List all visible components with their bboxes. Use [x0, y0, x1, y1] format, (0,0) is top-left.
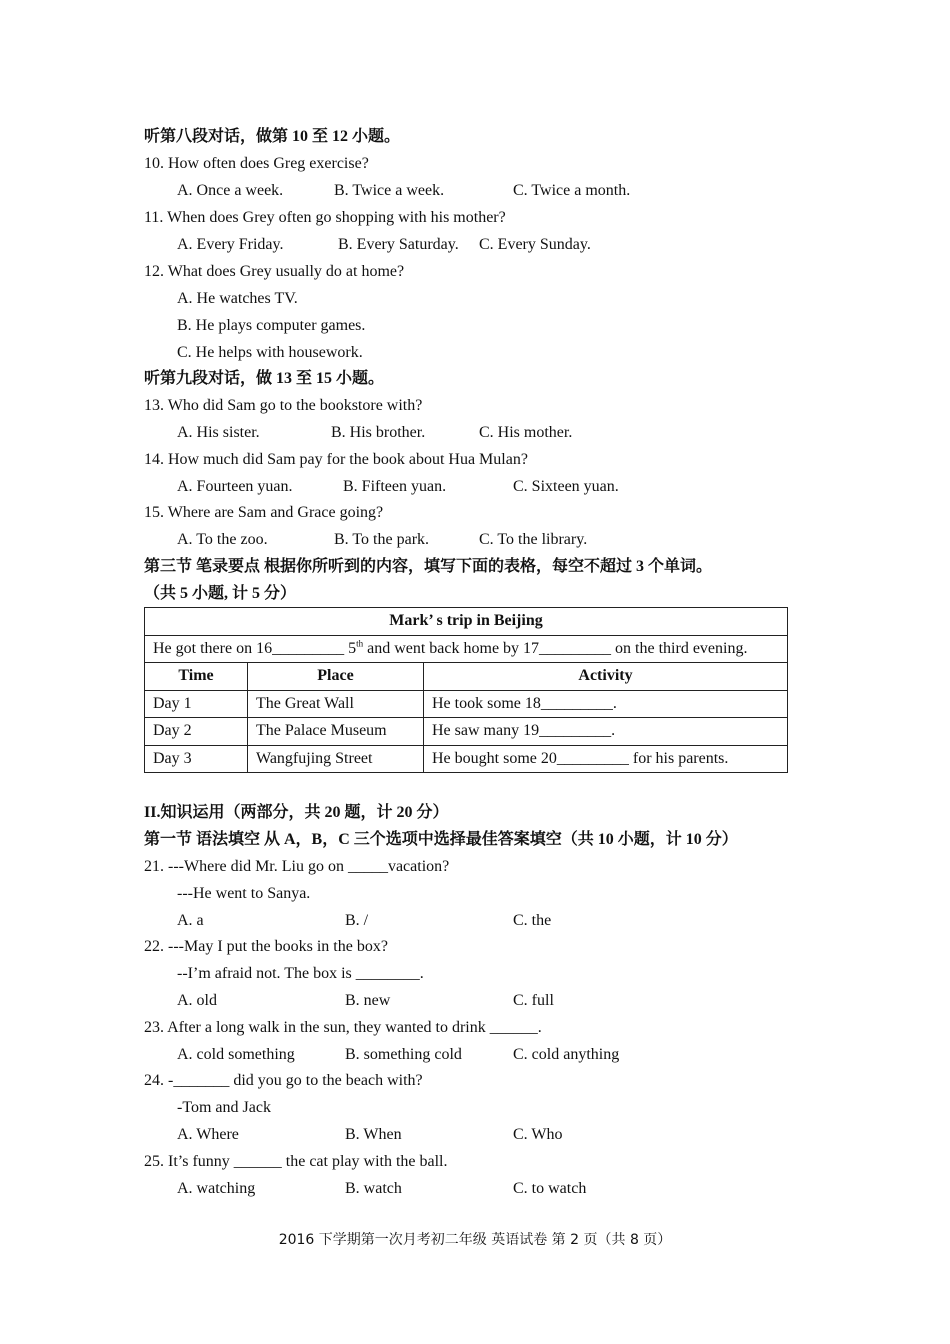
- q24-response: -Tom and Jack: [177, 1099, 271, 1116]
- table-intro: [145, 635, 788, 663]
- section-header-8: 听第八段对话，做第 10 至 12 小题。: [144, 128, 401, 145]
- q25-option-a: A. watching: [177, 1180, 256, 1197]
- cell-time: Day 1: [145, 690, 248, 718]
- cell-time: Day 3: [145, 745, 248, 773]
- q22-option-a: A. old: [177, 992, 217, 1009]
- cell-place: The Great Wall: [248, 690, 424, 718]
- header-place: Place: [248, 663, 424, 691]
- question-21-stem: 21. ---Where did Mr. Liu go on _____vacation?: [144, 858, 450, 875]
- question-10-stem: 10. How often does Greg exercise?: [144, 155, 369, 172]
- q13-option-a: A. His sister.: [177, 424, 260, 441]
- q24-option-a: A. Where: [177, 1126, 239, 1143]
- q21-response: ---He went to Sanya.: [177, 885, 311, 902]
- q21-option-b: B. /: [345, 912, 369, 929]
- q14-option-c: C. Sixteen yuan.: [513, 478, 619, 495]
- table-row: [145, 718, 788, 746]
- question-15-stem: 15. Where are Sam and Grace going?: [144, 504, 384, 521]
- q23-option-a: A. cold something: [177, 1046, 295, 1063]
- cell-place: The Palace Museum: [248, 718, 424, 746]
- question-24-stem: 24. -_______ did you go to the beach with?: [144, 1072, 423, 1089]
- q21-option-a: A. a: [177, 912, 204, 929]
- q15-option-b: B. To the park.: [334, 531, 430, 548]
- q13-option-b: B. His brother.: [331, 424, 426, 441]
- table-row: [145, 690, 788, 718]
- table-intro-part-1: He got there on 16_________ 5: [153, 639, 357, 657]
- cell-activity: He bought some 20_________ for his parents.: [424, 745, 788, 773]
- q15-option-c: C. To the library.: [479, 531, 588, 548]
- q10-option-a: A. Once a week.: [177, 182, 284, 199]
- q12-option-b: B. He plays computer games.: [177, 317, 366, 334]
- q25-option-b: B. watch: [345, 1180, 402, 1197]
- q22-option-b: B. new: [345, 992, 391, 1009]
- q15-option-a: A. To the zoo.: [177, 531, 268, 548]
- question-13-stem: 13. Who did Sam go to the bookstore with?: [144, 397, 423, 414]
- question-23-stem: 23. After a long walk in the sun, they wanted to drink ______.: [144, 1019, 542, 1036]
- trip-table: [144, 607, 788, 773]
- q23-option-b: B. something cold: [345, 1046, 462, 1063]
- question-14-stem: 14. How much did Sam pay for the book about Hua Mulan?: [144, 451, 528, 468]
- table-row: [145, 745, 788, 773]
- question-25-stem: 25. It’s funny ______ the cat play with the ball.: [144, 1153, 448, 1170]
- question-12-stem: 12. What does Grey usually do at home?: [144, 263, 405, 280]
- q21-option-c: C. the: [513, 912, 552, 929]
- header-activity: Activity: [424, 663, 788, 691]
- part3-header: 第三节 笔录要点 根据你所听到的内容，填写下面的表格，每空不超过 3 个单词。: [144, 558, 713, 575]
- page-footer: 2016 下学期第一次月考初二年级 英语试卷 第 2 页（共 8 页）: [278, 1232, 672, 1248]
- section-2-header: II.知识运用（两部分，共 20 题，计 20 分）: [144, 804, 449, 821]
- cell-place: Wangfujing Street: [248, 745, 424, 773]
- q14-option-b: B. Fifteen yuan.: [343, 478, 447, 495]
- table-intro-superscript: th: [356, 638, 364, 649]
- q12-option-c: C. He helps with housework.: [177, 344, 363, 361]
- table-intro-part-2: and went back home by 17_________ on the third evening.: [363, 639, 748, 657]
- table-title: Mark’ s trip in Beijing: [145, 608, 788, 636]
- q10-option-c: C. Twice a month.: [513, 182, 631, 199]
- question-22-stem: 22. ---May I put the books in the box?: [144, 938, 388, 955]
- cell-activity: He took some 18_________.: [424, 690, 788, 718]
- question-11-stem: 11. When does Grey often go shopping with his mother?: [144, 209, 506, 226]
- grammar-header: 第一节 语法填空 从 A，B，C 三个选项中选择最佳答案填空（共 10 小题，计 10 分）: [144, 831, 738, 848]
- cell-time: Day 2: [145, 718, 248, 746]
- q11-option-a: A. Every Friday.: [177, 236, 284, 253]
- q12-option-a: A. He watches TV.: [177, 290, 298, 307]
- q24-option-c: C. Who: [513, 1126, 563, 1143]
- header-time: Time: [145, 663, 248, 691]
- q25-option-c: C. to watch: [513, 1180, 587, 1197]
- q10-option-b: B. Twice a week.: [334, 182, 445, 199]
- q11-option-b: B. Every Saturday.: [338, 236, 459, 253]
- section-header-9: 听第九段对话，做 13 至 15 小题。: [144, 370, 385, 387]
- q11-option-c: C. Every Sunday.: [479, 236, 591, 253]
- q23-option-c: C. cold anything: [513, 1046, 620, 1063]
- q14-option-a: A. Fourteen yuan.: [177, 478, 293, 495]
- q24-option-b: B. When: [345, 1126, 402, 1143]
- q22-response: --I’m afraid not. The box is ________.: [177, 965, 424, 982]
- q22-option-c: C. full: [513, 992, 554, 1009]
- q13-option-c: C. His mother.: [479, 424, 573, 441]
- part3-score: （共 5 小题, 计 5 分）: [144, 585, 297, 602]
- cell-activity: He saw many 19_________.: [424, 718, 788, 746]
